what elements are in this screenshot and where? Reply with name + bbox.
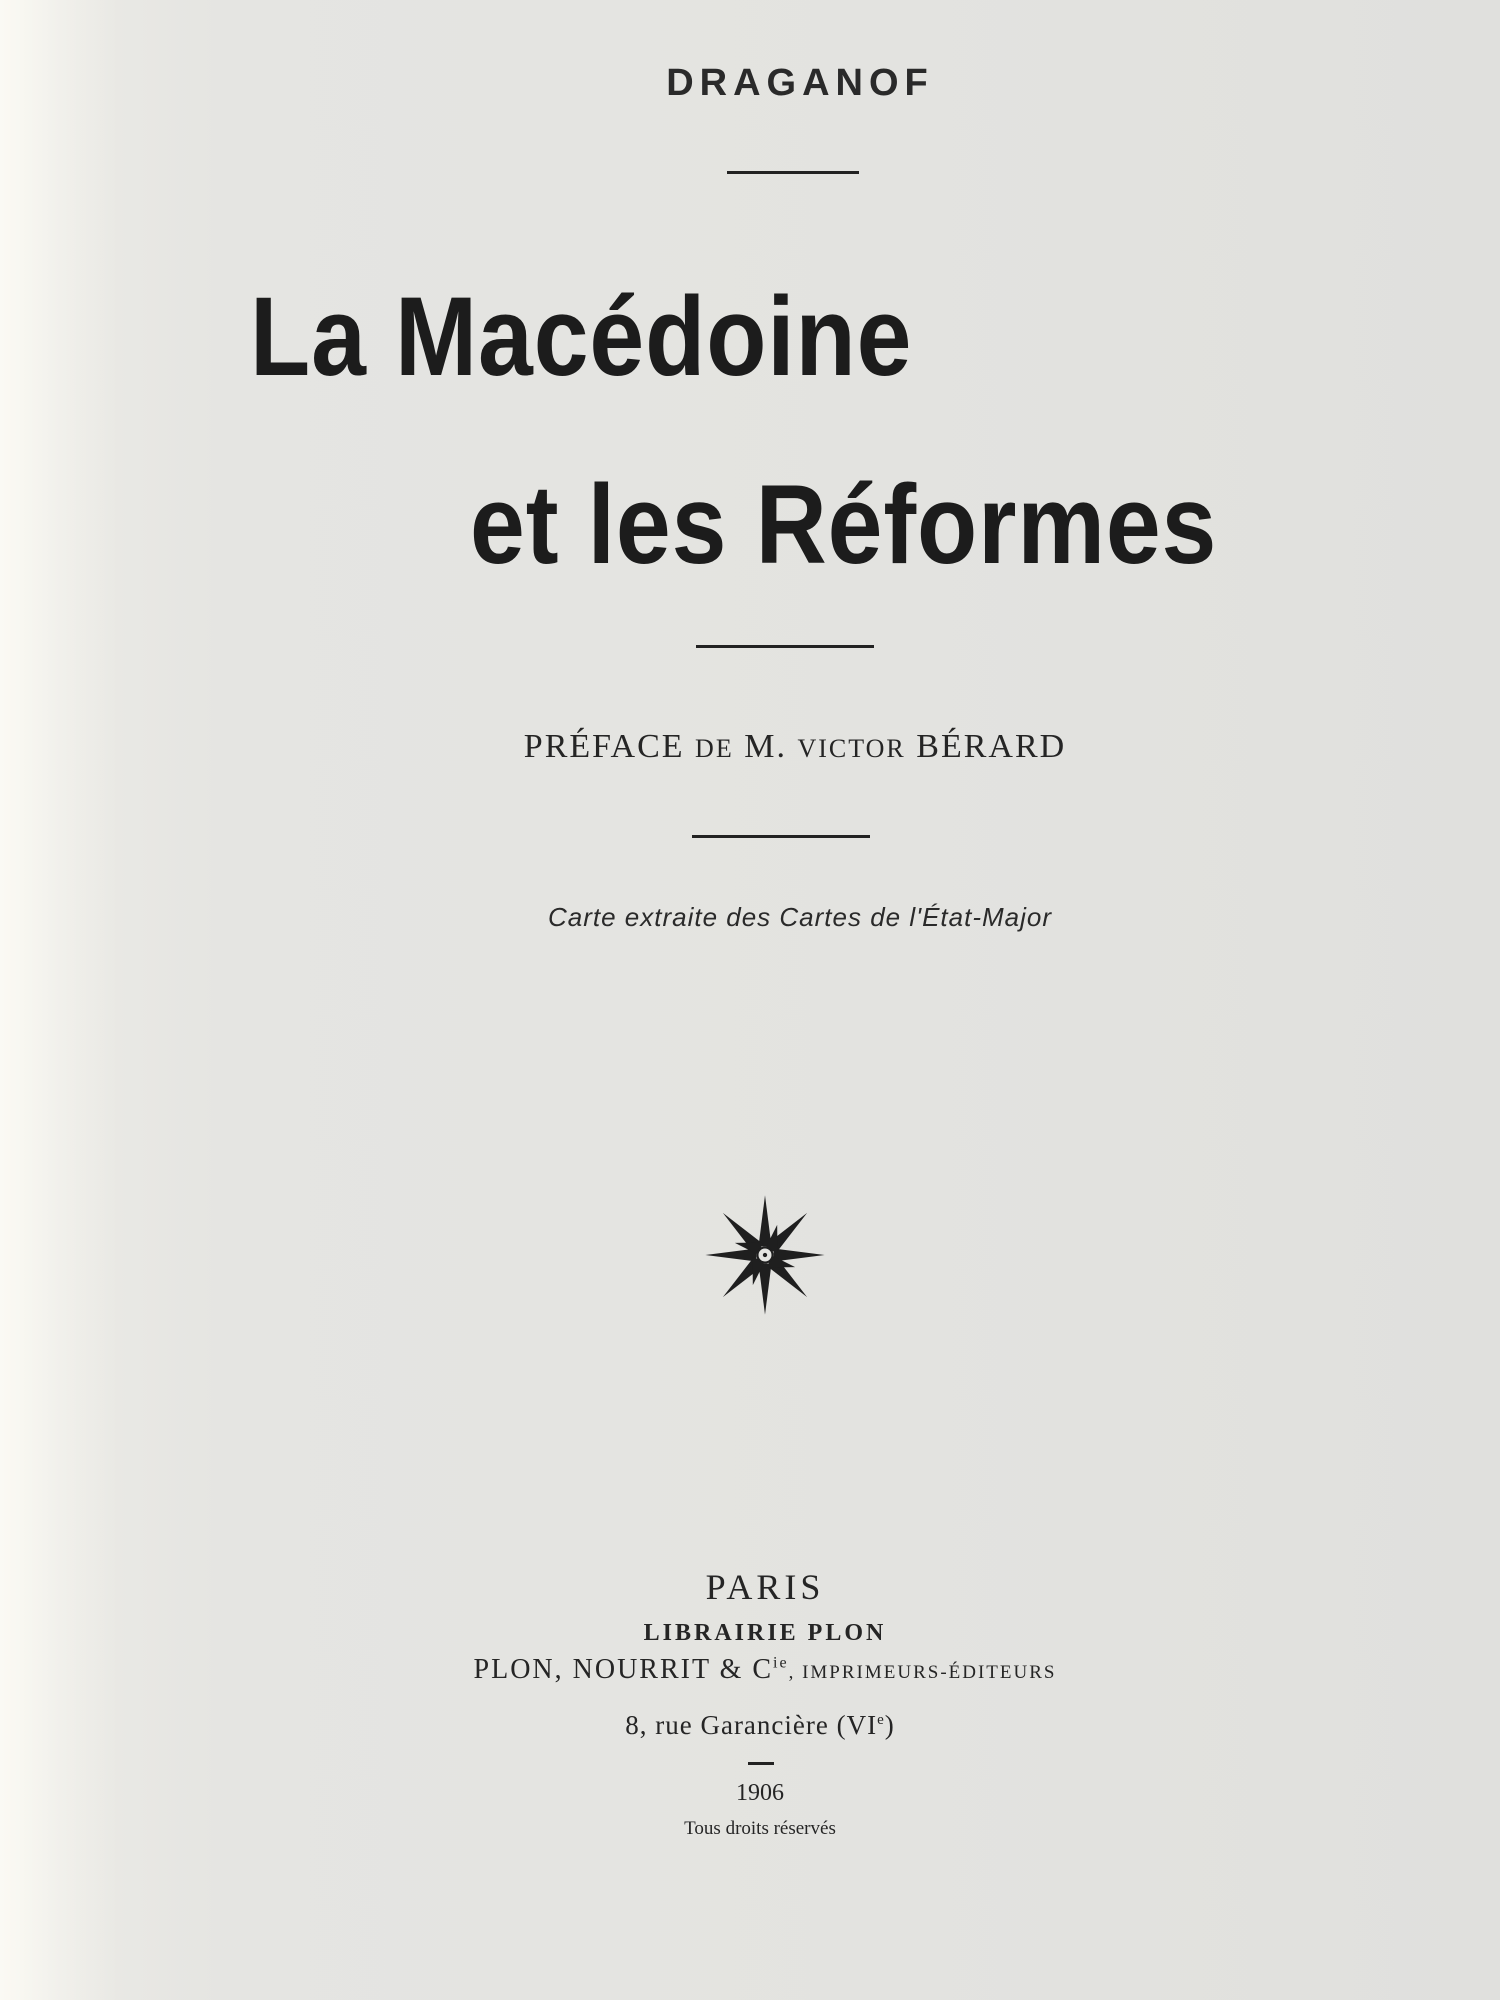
map-source-note: Carte extraite des Cartes de l'État-Major (547, 902, 1053, 932)
divider-rule-2 (696, 645, 874, 648)
address-end: ) (884, 1710, 895, 1740)
printer-role: , IMPRIMEURS-ÉDITEURS (788, 1662, 1057, 1683)
divider-rule-3 (692, 835, 870, 838)
divider-rule-4 (748, 1762, 774, 1765)
divider-rule-1 (727, 171, 859, 174)
preface-credit (300, 728, 1290, 766)
preface-first-name: VICTOR (797, 734, 906, 763)
imprint-printer (330, 1654, 1200, 1686)
address-main: 8, rue Garancière (VI (625, 1710, 878, 1740)
imprint-address (500, 1710, 1020, 1741)
preface-title-abbr: M. (744, 728, 787, 765)
printer-name-sup: ie (773, 1654, 789, 1672)
preface-last-name: BÉRARD (916, 728, 1067, 765)
compass-star-icon (700, 1190, 830, 1320)
printer-name: PLON, NOURRIT & C (473, 1654, 774, 1685)
address-sup: e (877, 1712, 885, 1728)
imprint-publisher: LIBRAIRIE PLON (643, 1620, 887, 1646)
author-name: DRAGANOF (666, 62, 934, 104)
rights-notice: Tous droits réservés (684, 1818, 836, 1839)
imprint-city: PARIS (705, 1567, 825, 1607)
preface-de: DE (695, 734, 734, 763)
book-title-line-1: La Macédoine (250, 274, 913, 399)
publication-year: 1906 (736, 1780, 784, 1806)
book-title-line-2: et les Réformes (470, 462, 1218, 587)
gutter-shadow (0, 0, 120, 2000)
preface-label: PRÉFACE (523, 728, 685, 765)
